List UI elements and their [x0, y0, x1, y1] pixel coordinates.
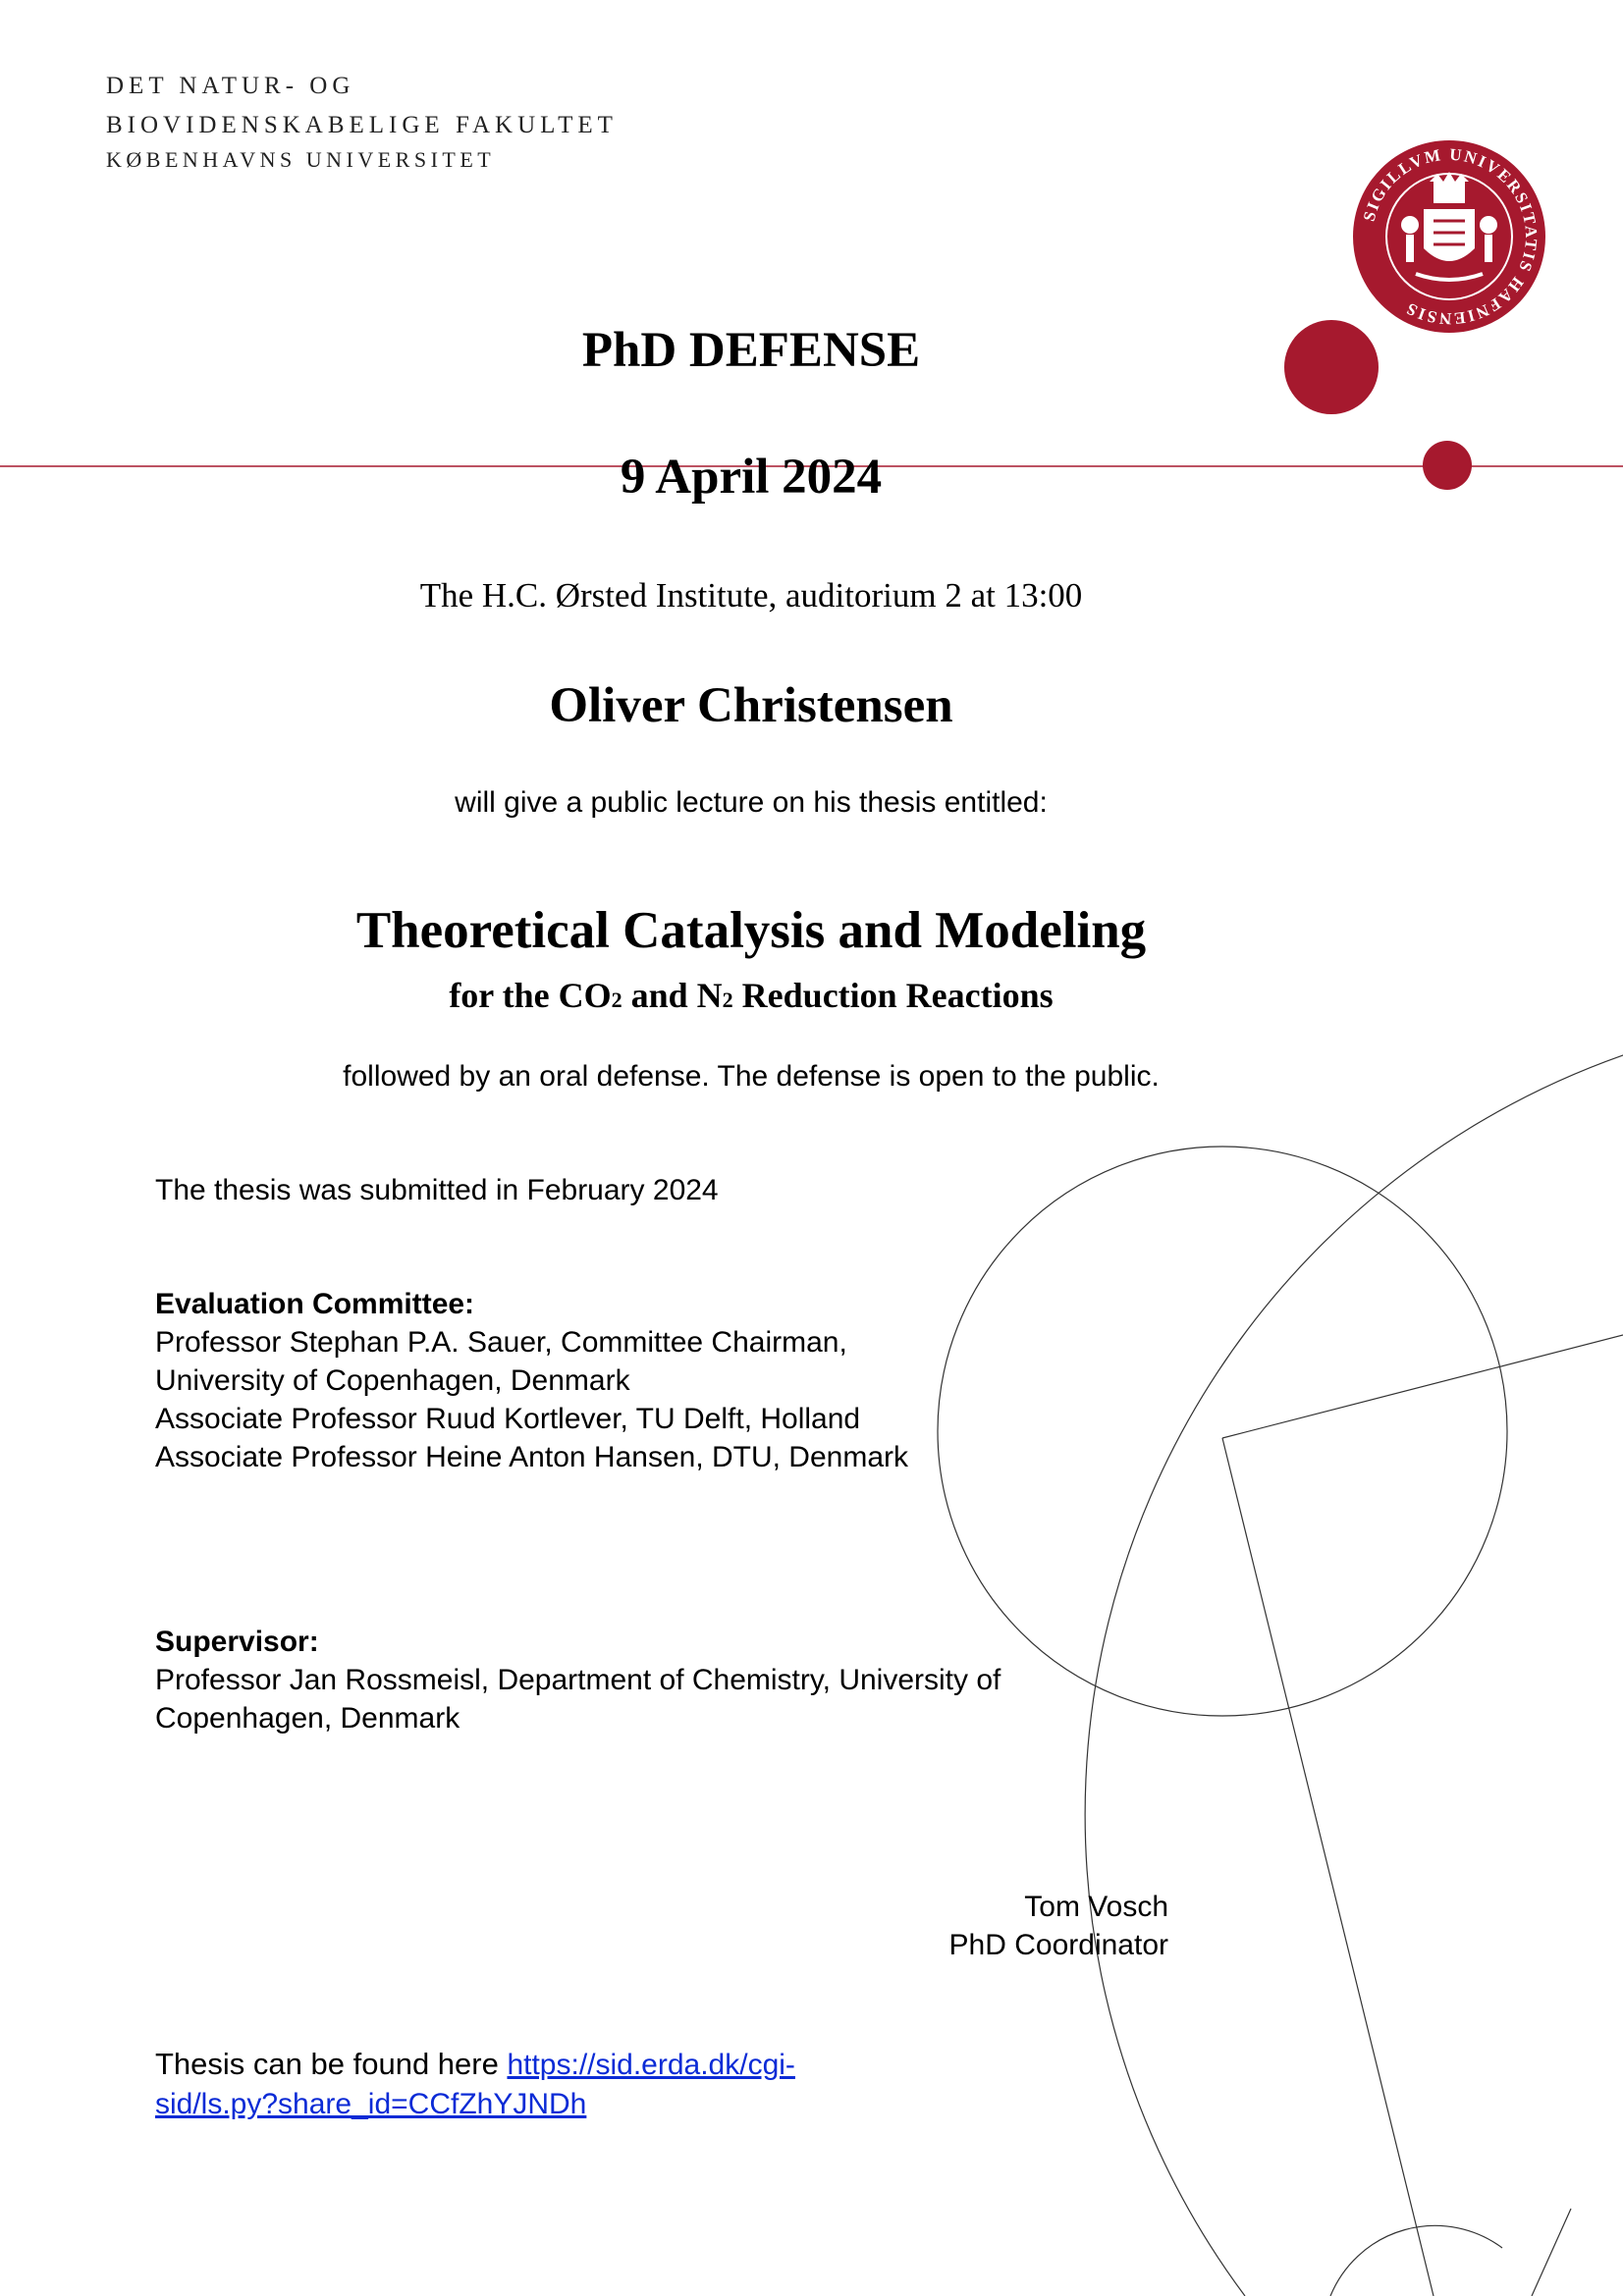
lecture-intro: will give a public lecture on his thesis entitled:	[455, 786, 1048, 819]
faculty-name-line-2: BIOVIDENSKABELIGE FAKULTET	[106, 112, 618, 138]
thesis-subtitle-part-3: Reduction Reactions	[732, 976, 1054, 1015]
event-date: 9 April 2024	[620, 450, 883, 505]
evaluation-committee-section	[155, 1285, 908, 1476]
submission-note: The thesis was submitted in February 2024	[155, 1174, 719, 1206]
supervisor-line: Copenhagen, Denmark	[155, 1702, 460, 1735]
university-seal-logo	[1351, 138, 1547, 335]
thesis-link-line-1: https://sid.erda.dk/cgi-	[507, 2049, 795, 2081]
geometric-line-down	[1222, 1438, 1434, 2296]
thesis-subtitle-part-1: for the CO	[449, 976, 612, 1015]
thesis-subtitle-subscript-1: 2	[611, 988, 622, 1012]
thesis-title: Theoretical Catalysis and Modeling	[355, 902, 1147, 959]
supervisor-line: Professor Jan Rossmeisl, Department of Chemistry, University of	[155, 1664, 1001, 1696]
thesis-link-block	[155, 2045, 795, 2123]
svg-text:SIGILLVM UNIVERSITATIS HAFNIEN: SIGILLVM UNIVERSITATIS HAFNIENSIS	[1359, 144, 1542, 329]
committee-member-line: Professor Stephan P.A. Sauer, Committee Chairman,	[155, 1326, 847, 1359]
thesis-subtitle-subscript-2: 2	[722, 988, 733, 1012]
coordinator-role: PhD Coordinator	[948, 1929, 1168, 1961]
committee-member-line: Associate Professor Heine Anton Hansen, DTU, Denmark	[155, 1441, 909, 1473]
geometric-arc	[1085, 1055, 1623, 2296]
thesis-link-line-2: sid/ls.py?share_id=CCfZhYJNDh	[155, 2088, 587, 2120]
event-venue: The H.C. Ørsted Institute, auditorium 2 at 13:00	[419, 576, 1083, 614]
defense-note: followed by an oral defense. The defense is open to the public.	[343, 1060, 1160, 1093]
university-name: KØBENHAVNS UNIVERSITET	[106, 147, 496, 172]
thesis-subtitle-part-2: and N	[622, 976, 723, 1015]
committee-heading: Evaluation Committee:	[155, 1288, 475, 1320]
geometric-line-bottom	[1532, 2209, 1571, 2296]
geometric-circle	[938, 1147, 1507, 1716]
candidate-name: Oliver Christensen	[549, 678, 953, 733]
supervisor-section	[155, 1623, 1001, 1737]
geometric-small-arc	[1330, 2225, 1502, 2296]
committee-member-line: University of Copenhagen, Denmark	[155, 1364, 630, 1397]
thesis-link-prefix: Thesis can be found here	[155, 2047, 508, 2081]
committee-member-line: Associate Professor Ruud Kortlever, TU Delft, Holland	[155, 1403, 861, 1435]
geometric-line-right	[1222, 1335, 1623, 1438]
supervisor-heading: Supervisor:	[155, 1626, 319, 1658]
thesis-subtitle	[0, 975, 1502, 1016]
signature-block	[949, 1888, 1168, 1964]
faculty-name-line-1: DET NATUR- OG	[106, 73, 355, 99]
page-title: PhD DEFENSE	[581, 323, 921, 378]
coordinator-name: Tom Vosch	[1024, 1891, 1168, 1923]
